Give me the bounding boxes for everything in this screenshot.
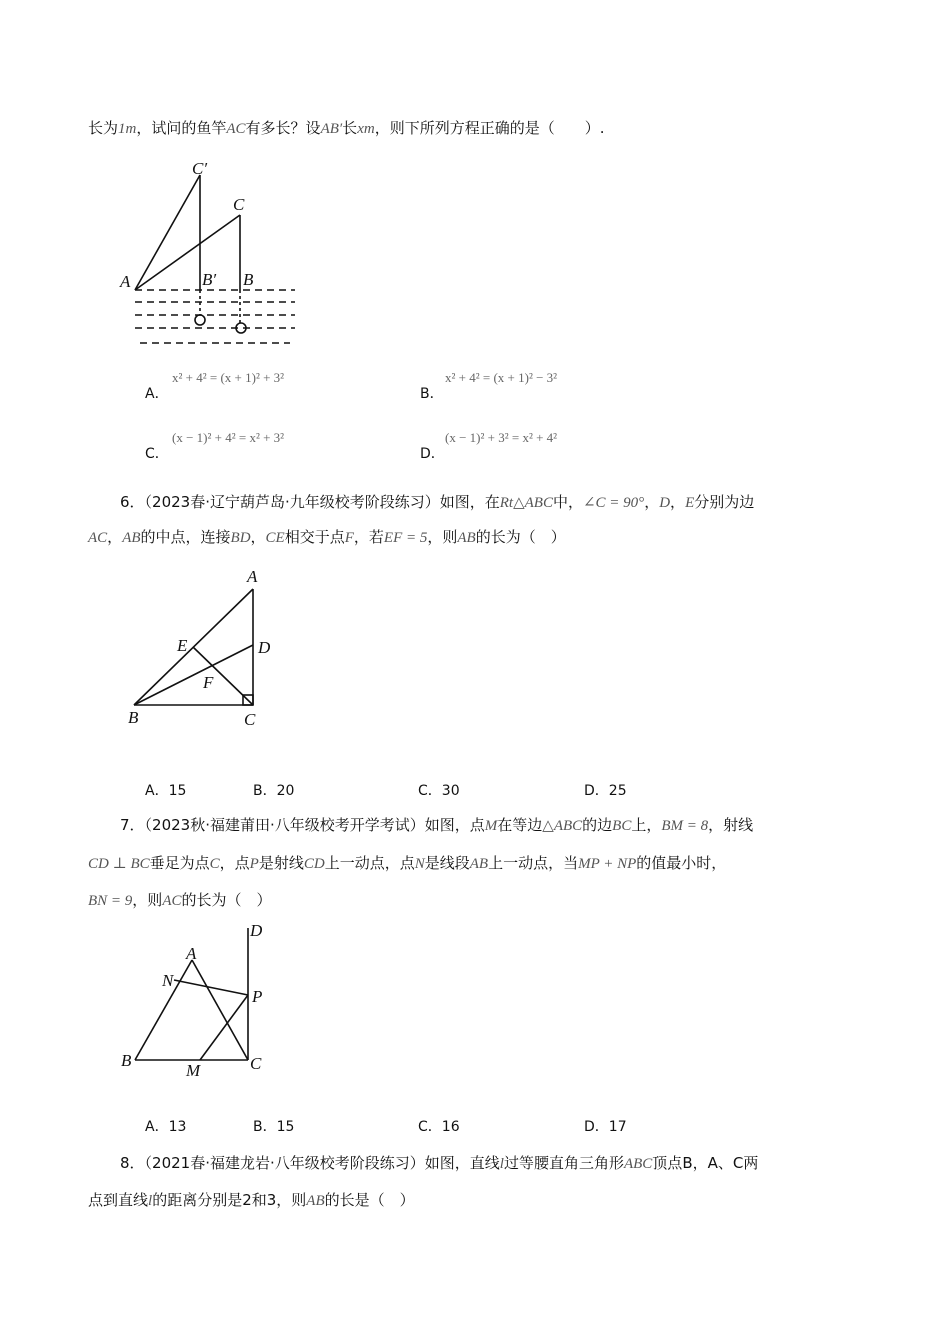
label-M: M (186, 1061, 201, 1080)
label-P: P (252, 987, 263, 1006)
q7-figure (115, 920, 285, 1085)
root-circle-1 (195, 315, 205, 325)
q6-option-b: B．20 (253, 783, 295, 799)
q5-option-d-letter: D． (420, 446, 445, 462)
q5-option-c-equation: (x − 1)² + 4² = x² + 3² (172, 430, 285, 445)
segment-EC (193, 647, 253, 705)
q7-option-d: D．17 (584, 1119, 627, 1135)
q6-stem-line2: AC，AB的中点，连接BD，CE相交于点F，若EF = 5，则AB的长为（ ） (88, 528, 566, 546)
label-D: D (258, 638, 271, 657)
q6-option-a: A．15 (145, 783, 187, 799)
label-C: C (244, 710, 256, 729)
q7-option-b: B．15 (253, 1119, 295, 1135)
segment-MP (200, 995, 248, 1060)
label-C: C (250, 1054, 262, 1073)
q7-stem-line3: BN = 9，则AC的长为（ ） (88, 891, 272, 909)
label-B: B (128, 708, 139, 727)
label-F: F (203, 673, 214, 692)
label-B-prime: B′ (202, 270, 217, 289)
q7-option-c: C．16 (418, 1119, 460, 1135)
q8-stem-line1: 8．（2021春·福建龙岩·八年级校考阶段练习）如图，直线l过等腰直角三角形ABC顶点B，A、C两 (120, 1154, 759, 1172)
q5-option-d-equation: (x − 1)² + 3² = x² + 4² (445, 430, 558, 445)
line-AC-prime (135, 175, 200, 290)
label-C: C (233, 195, 245, 214)
q5-option-c-letter: C． (145, 446, 169, 462)
q5-stem: 长为1m，试问的鱼竿AC有多长？设AB′长xm，则下所列方程正确的是（ ）. (88, 119, 605, 137)
q7-stem-line1: 7．（2023秋·福建莆田·八年级校考开学考试）如图，点M在等边△ABC的边BC上，BM = 8，射线 (120, 816, 754, 834)
q8-stem-line2: 点到直线l的距离分别是2和3，则AB的长是（ ） (88, 1191, 415, 1209)
q5-option-a-equation: x² + 4² = (x + 1)² + 3² (172, 370, 285, 385)
label-D: D (250, 921, 263, 940)
q6-figure (120, 565, 290, 735)
q6-option-c: C．30 (418, 783, 460, 799)
segment-BD (134, 645, 253, 705)
label-E: E (177, 636, 188, 655)
label-A: A (247, 567, 258, 586)
label-A: A (186, 944, 197, 963)
label-B: B (243, 270, 254, 289)
q6-option-d: D．25 (584, 783, 627, 799)
q5-option-b-letter: B． (420, 386, 444, 402)
label-B: B (121, 1051, 132, 1070)
q7-stem-line2: CD ⊥ BC垂足为点C，点P是射线CD上一动点，点N是线段AB上一动点，当MP + NP的值最小时， (88, 854, 727, 872)
side-AC (192, 960, 248, 1060)
label-A: A (120, 272, 131, 291)
q7-option-a: A．13 (145, 1119, 187, 1135)
label-C-prime: C′ (192, 159, 208, 178)
q6-stem-line1: 6．（2023春·辽宁葫芦岛·九年级校考阶段练习）如图，在Rt△ABC中，∠C = 90°，D，E分别为边 (120, 493, 755, 511)
q5-figure (110, 155, 310, 355)
label-N: N (162, 971, 174, 990)
q5-option-b-equation: x² + 4² = (x + 1)² − 3² (445, 370, 558, 385)
line-AC (135, 215, 240, 290)
q5-option-a-letter: A． (145, 386, 169, 402)
